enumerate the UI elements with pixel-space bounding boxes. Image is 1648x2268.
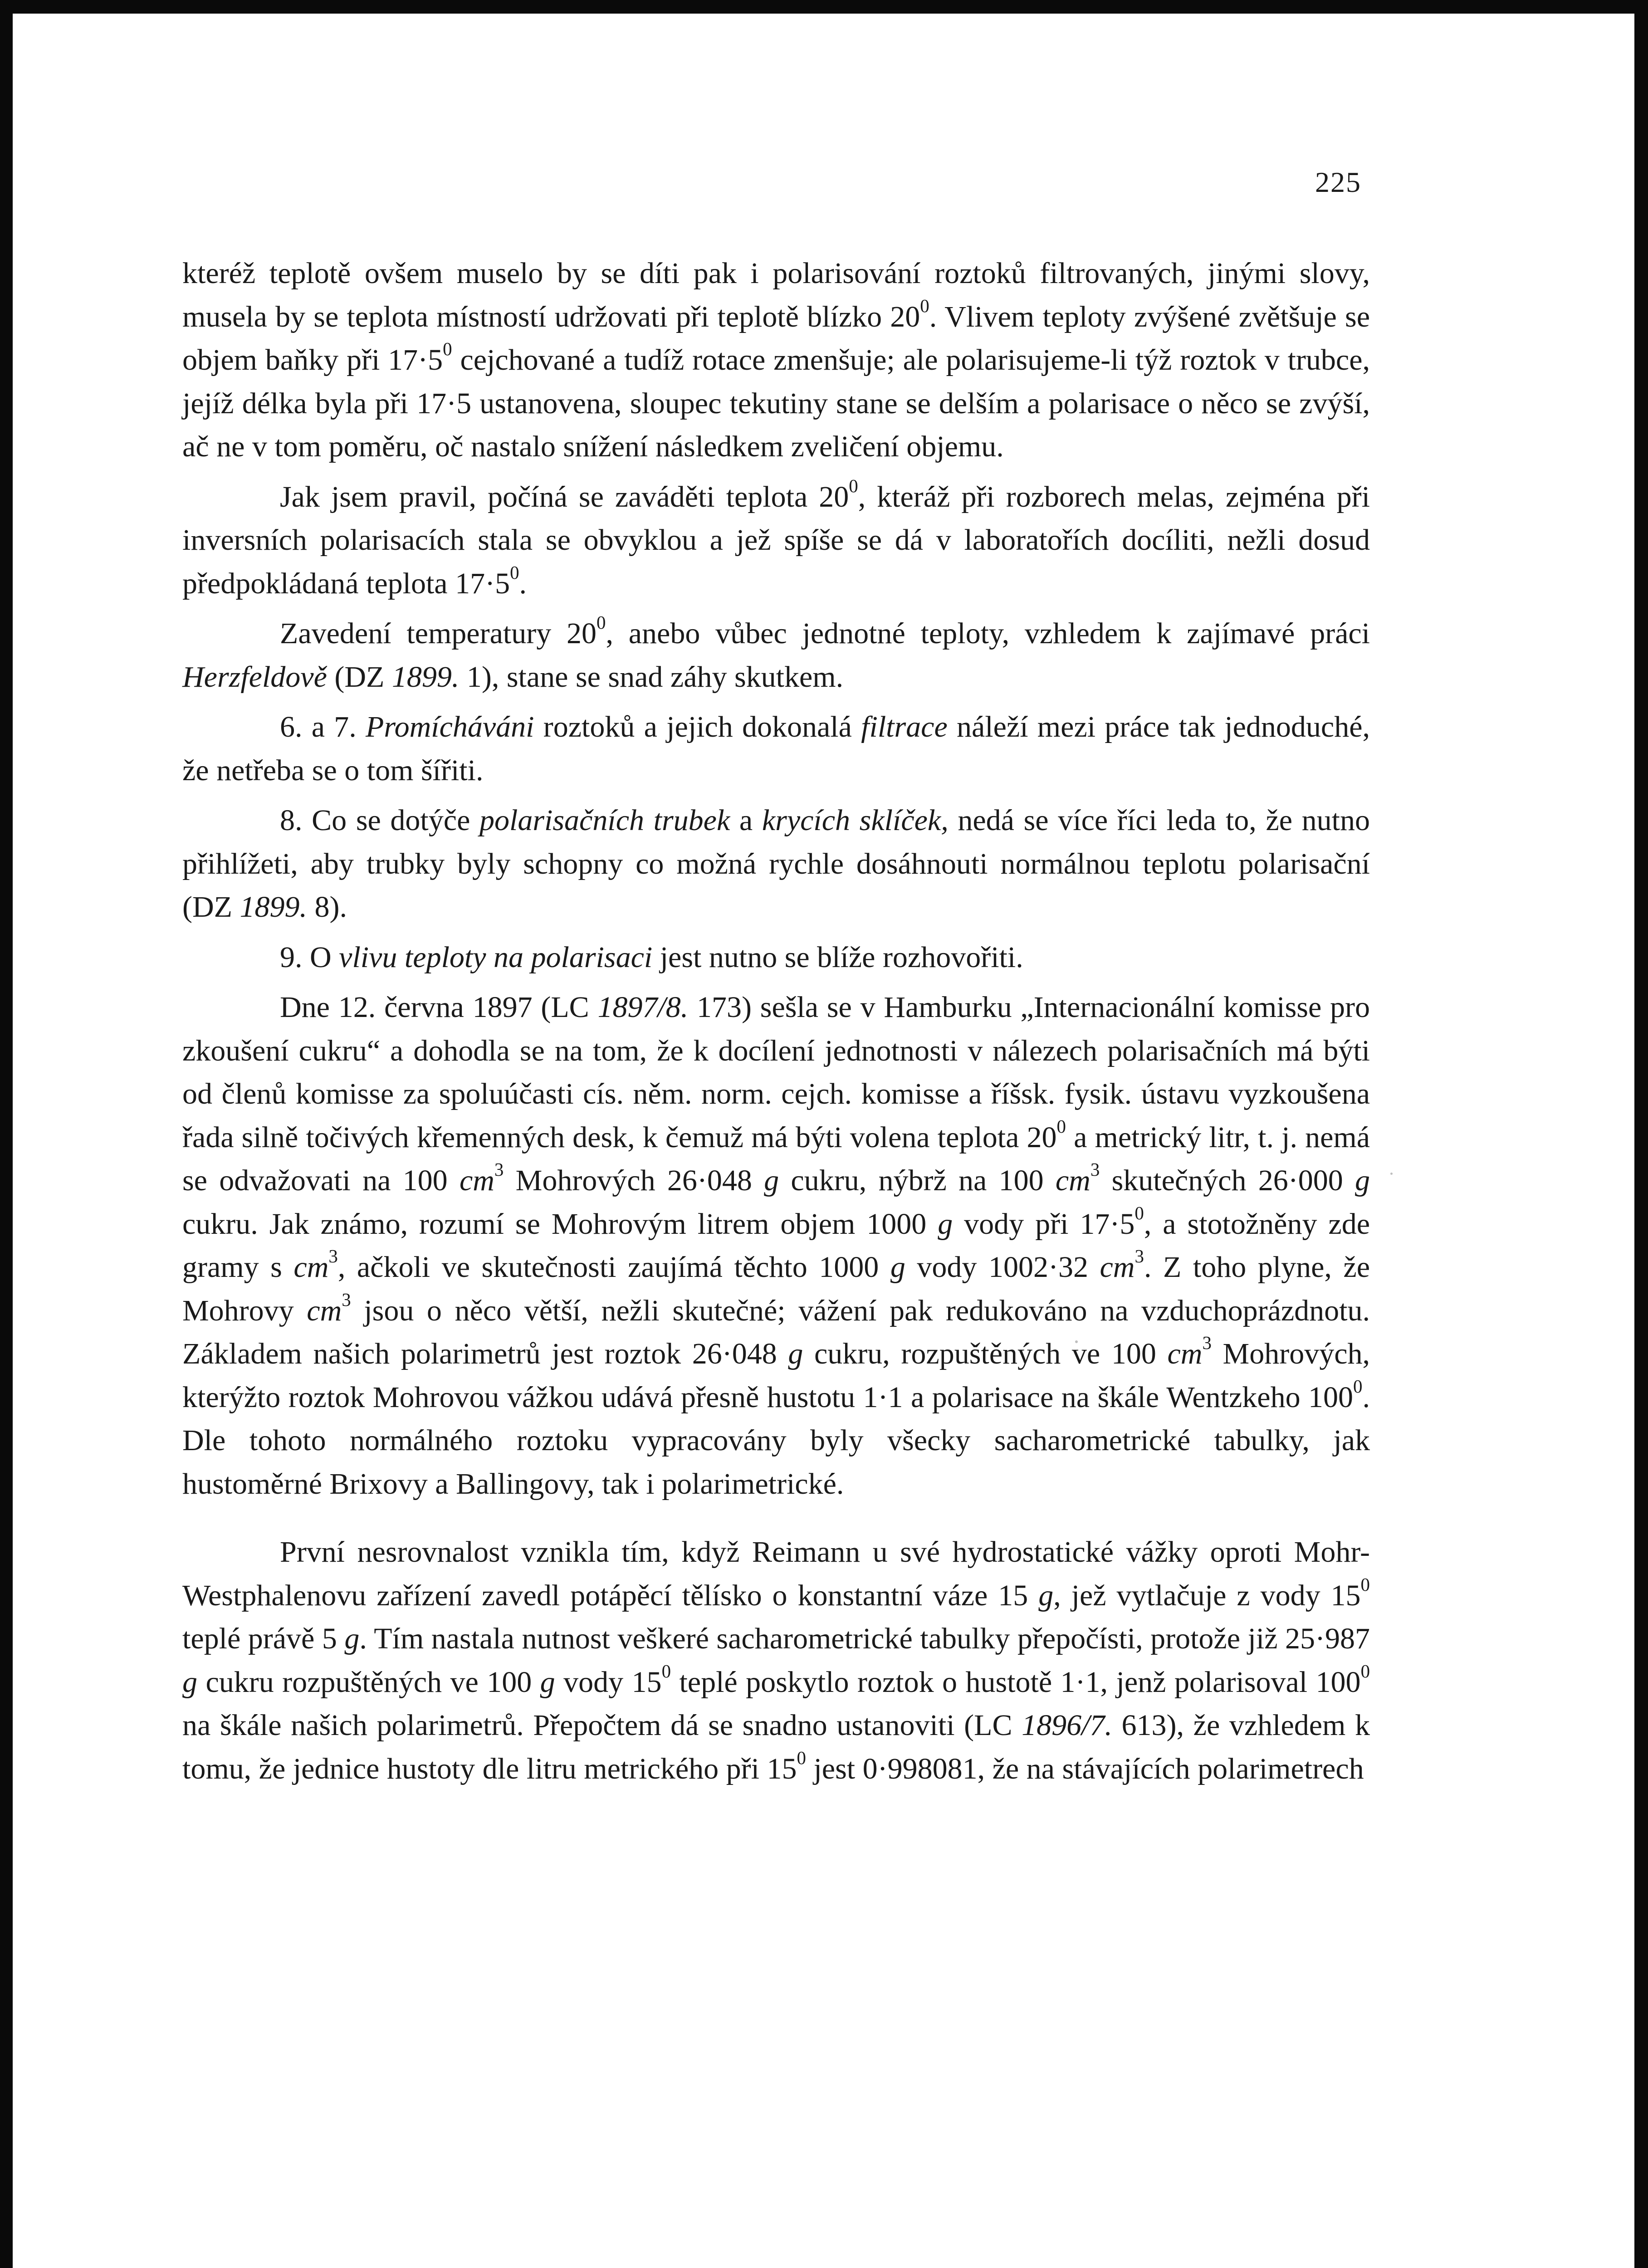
text-run: Zavedení temperatury 20	[280, 617, 597, 650]
text-run: Dne 12. června 1897 (LC	[280, 991, 598, 1024]
text-run: jest 0·998081, že na stávajících polarimetrech	[806, 1752, 1364, 1785]
italic-text: cm	[1055, 1164, 1091, 1197]
text-run: kteréž teplotě ovšem muselo by se díti pak i polarisování roztoků filtrovaných, jinými slovy, musela by se teplota místností udržovati při teplotě blízko 20	[182, 257, 1370, 333]
superscript: 0	[849, 475, 858, 496]
superscript: 0	[510, 562, 519, 583]
superscript: 0	[1056, 1116, 1066, 1137]
text-run: , jež vytlačuje z vody 15	[1053, 1579, 1361, 1612]
text-run: 8. Co se dotýče	[280, 804, 480, 837]
text-run: jsou o něco větší, nežli skutečné; vážení pak redukováno na vzduchoprázdnotu. Základem našich polarimetrů jest roztok 26·048	[182, 1294, 1370, 1370]
text-run: 613), že vzhledem k tomu, že jednice hustoty dle litru metrického při 15	[182, 1709, 1370, 1785]
italic-text: g	[764, 1164, 779, 1197]
italic-text: 1897/8.	[597, 991, 689, 1024]
italic-text: cm	[307, 1294, 342, 1327]
superscript: 0	[920, 295, 929, 316]
text-run: cukru, rozpuštěných ve 100	[803, 1337, 1168, 1370]
italic-text: 1899.	[240, 890, 307, 924]
italic-text: polarisačních trubek	[479, 804, 730, 837]
italic-text: g	[182, 1665, 197, 1699]
superscript: 3	[1090, 1159, 1100, 1180]
text-run: vody při 17·5	[953, 1207, 1135, 1241]
italic-text: g	[1355, 1164, 1370, 1197]
italic-text: g	[540, 1665, 555, 1699]
text-run: nedá se více říci leda to, že nutno přihlížeti, aby trubky byly schopny co možná rychle dosáhnouti normálnou teplotu polarisační (DZ	[182, 804, 1370, 924]
italic-text: Herzfeldově	[182, 660, 327, 694]
text-run: Jak jsem pravil, počíná se zaváděti teplota 20	[280, 480, 849, 513]
superscript: 0	[597, 612, 606, 633]
italic-text: g	[344, 1622, 360, 1655]
italic-text: g	[788, 1337, 803, 1370]
italic-text: Promícháváni	[366, 710, 534, 743]
superscript: 0	[443, 339, 452, 360]
italic-text: vlivu teploty na polarisaci	[339, 940, 653, 974]
italic-text: cm	[1167, 1337, 1203, 1370]
text-run: a	[730, 804, 762, 837]
scan-speck	[1390, 1173, 1393, 1175]
text-run: , kteráž při rozborech melas, zejména při inversních polarisacích stala se obvyklou a jež spíše se dá v laboratořích docíliti, nežli dosud předpokládaná teplota 17·5	[182, 480, 1370, 600]
paragraph	[182, 475, 1370, 606]
text-run: jest nutno se blíže rozhovořiti.	[652, 940, 1023, 974]
text-run: Mohrových, kterýžto roztok Mohrovou vážkou udává přesně hustotu 1·1 a polarisace na škále Wentzkeho 100	[182, 1337, 1370, 1414]
italic-text: g	[1038, 1579, 1054, 1612]
text-run: . Z toho plyne, že Mohrovy	[182, 1251, 1370, 1327]
text-run: 9. O	[280, 940, 339, 974]
italic-text: 1899.	[391, 660, 460, 694]
text-run: .	[519, 567, 527, 600]
text-run: , a stotožněny zde gramy s	[182, 1207, 1370, 1284]
superscript: 3	[342, 1289, 351, 1310]
superscript: 3	[328, 1246, 338, 1267]
superscript: 0	[1135, 1202, 1144, 1223]
page-number: 225	[1315, 166, 1361, 198]
italic-text: 1896/7.	[1022, 1709, 1112, 1742]
paragraph	[182, 705, 1370, 792]
superscript: 3	[1135, 1246, 1144, 1267]
paragraph	[182, 936, 1370, 979]
text-run: vody 15	[555, 1665, 662, 1699]
text-run: První nesrovnalost vznikla tím, když Reimann u své hydrostatické vážky oproti Mohr-Westphalenovu zařízení zavedl potápěcí tělísko o konstantní váze 15	[182, 1535, 1370, 1612]
italic-text: cm	[293, 1251, 329, 1284]
text-run: skutečných 26·000	[1100, 1164, 1355, 1197]
text-run: 173) sešla se v Hamburku „Internacionální komisse pro zkoušení cukru“ a dohodla se na tom, že k docílení jednotnosti v nálezech polarisačních má býti od členů komisse za spoluúčasti cís. něm. norm. cejch. komisse a říšsk. fysik. ústavu vyzkoušena řada silně točivých křemenných desk, k čemuž má býti volena teplota 20	[182, 991, 1370, 1154]
text-run: roztoků a jejich dokonalá	[534, 710, 861, 743]
superscript: 3	[494, 1159, 504, 1180]
text-run: a metrický litr, t. j. nemá se odvažovati na 100	[182, 1120, 1370, 1197]
body-text	[182, 252, 1370, 1797]
text-run: , anebo vůbec jednotné teploty, vzhledem k zajímavé práci	[606, 617, 1370, 650]
text-run: 1), stane se snad záhy skutkem.	[459, 660, 844, 694]
text-run: teplé právě 5	[182, 1622, 345, 1655]
text-run: cukru, nýbrž na 100	[779, 1164, 1056, 1197]
text-run: cukru. Jak známo, rozumí se Mohrovým litrem objem 1000	[182, 1207, 938, 1241]
text-run: cukru rozpuštěných ve 100	[197, 1665, 540, 1699]
italic-text: cm	[1100, 1251, 1135, 1284]
italic-text: g	[938, 1207, 953, 1241]
text-run: . Dle tohoto normálného roztoku vypracovány byly všecky sacharometrické tabulky, jak hustoměrné Brixovy a Ballingovy, tak i polarimetrické.	[182, 1380, 1370, 1501]
superscript: 3	[1202, 1333, 1212, 1354]
superscript: 0	[1353, 1376, 1363, 1397]
superscript: 0	[797, 1747, 806, 1768]
text-run: cejchované a tudíž rotace zmenšuje; ale polarisujeme-li týž roztok v trubce, jejíž délka byla při 17·5 ustanovena, sloupec tekutiny stane se delším a polarisace o něco se zvýší, ač ne v tom poměru, oč nastalo snížení následkem zveličení objemu.	[182, 343, 1370, 463]
paragraph	[182, 799, 1370, 929]
superscript: 0	[661, 1661, 671, 1681]
italic-text: cm	[459, 1164, 494, 1197]
text-run: Mohrových 26·048	[504, 1164, 764, 1197]
superscript: 0	[1360, 1661, 1370, 1681]
italic-text: krycích sklíček,	[762, 804, 949, 837]
text-run: náleží mezi práce tak jednoduché, že netřeba se o tom šířiti.	[182, 710, 1370, 787]
paragraph	[182, 986, 1370, 1505]
superscript: 0	[1360, 1574, 1370, 1595]
text-run: vody 1002·32	[905, 1251, 1100, 1284]
scan-speck	[1075, 1340, 1078, 1343]
paragraph	[182, 612, 1370, 699]
text-run: na škále našich polarimetrů. Přepočtem dá se snadno ustanoviti (LC	[182, 1709, 1022, 1742]
text-run: . Vlivem teploty zvýšené zvětšuje se objem baňky při 17·5	[182, 300, 1370, 376]
text-run: 6. a 7.	[280, 710, 366, 743]
paragraph	[182, 1530, 1370, 1790]
text-run: 8).	[307, 890, 347, 924]
paragraph	[182, 252, 1370, 469]
text-run: teplé poskytlo roztok o hustotě 1·1, jenž polarisoval 100	[671, 1665, 1361, 1699]
text-run: , ačkoli ve skutečnosti zaujímá těchto 1000	[337, 1251, 890, 1284]
text-run: (DZ	[327, 660, 392, 694]
italic-text: g	[890, 1251, 905, 1284]
italic-text: filtrace	[861, 710, 948, 743]
text-run: . Tím nastala nutnost veškeré sacharometrické tabulky přepočísti, protože již 25·987	[359, 1622, 1370, 1655]
